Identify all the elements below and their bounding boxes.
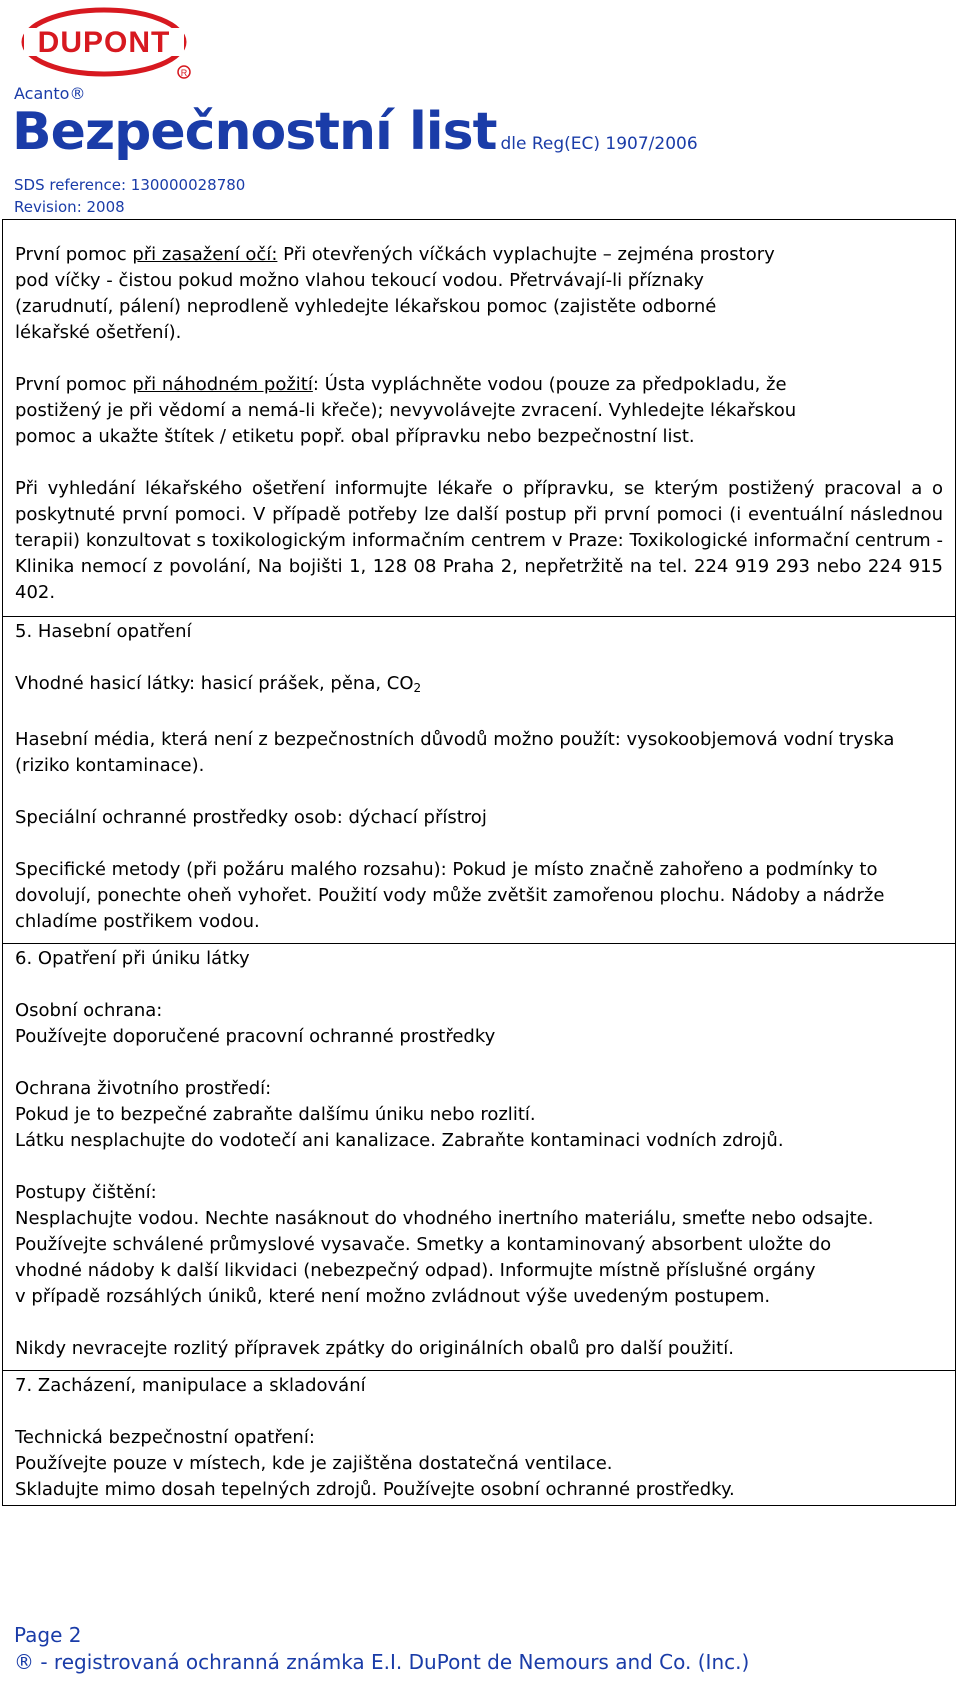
protective-equipment: Speciální ochranné prostředky osob: dýchací přístroj [15,807,487,828]
section5-heading: 5. Hasební opatření [15,621,192,642]
env-line-2: Látku nesplachujte do vodotečí ani kanalizace. Zabraňte kontaminaci vodních zdrojů. [15,1130,784,1151]
first-aid-doctor: Při vyhledání lékařského ošetření informujte lékaře o přípravku, se kterým postižený pracoval a o poskytnuté první pomoci. V případě potřeby lze další postup při první pomoci (i eventuální následnou terapii) konzultovat s toxikologickým informačním centrem v Praze: Toxikologické informační centrum - Klinika nemocí z povolání, Na bojišti 1, 128 08 Praha 2, nepřetržitě na tel. 224 919 293 nebo 224 915 402. [15,478,943,603]
dupont-logo [18,6,194,80]
title-text: Bezpečnostní list [12,102,497,162]
personal-text: Používejte doporučené pracovní ochranné prostředky [15,1026,496,1047]
cleanup-line-2: Používejte schválené průmyslové vysavače. Smetky a kontaminovaný absorbent uložte do [15,1234,832,1255]
link-ingestion: při náhodném požití [132,374,313,395]
product-name: Acanto® [14,84,86,103]
page-number: Page 2 [14,1623,82,1647]
no-return-text: Nikdy nevracejte rozlitý přípravek zpátky do originálních obalů pro další použití. [15,1338,734,1359]
section7-heading: 7. Zacházení, manipulace a skladování [15,1375,366,1396]
extinguishing-media: Vhodné hasicí látky: hasicí prášek, pěna, $CO_2$ [15,673,422,695]
logo-text: DUPONT [37,26,171,59]
env-line-1: Pokud je to bezpečné zabraňte dalšímu úniku nebo rozlití. [15,1104,536,1125]
section-firefighting [3,617,955,944]
env-label: Ochrana životního prostředí: [15,1078,272,1099]
content-table [2,219,956,1506]
section6-heading: 6. Opatření při úniku látky [15,948,250,969]
tech-label: Technická bezpečnostní opatření: [15,1427,315,1448]
sds-reference: SDS reference: 130000028780 [14,176,246,194]
section-accidental-release [3,944,955,1371]
first-aid-ingestion: První pomoc při náhodném požití: Ústa vypláchněte vodou (pouze za předpokladu, že postižený je při vědomí a nemá-li křeče); nevyvolávejte zvracení. Vyhledejte lékařskou pomoc a ukažte štítek / etiketu popř. obal přípravku nebo bezpečnostní list. [15,374,797,447]
cleanup-line-3: vhodné nádoby k další likvidaci (nebezpečný odpad). Informujte místně příslušné orgány [15,1260,816,1281]
tech-line-1: Používejte pouze v místech, kde je zajištěna dostatečná ventilace. [15,1453,613,1474]
link-eyes: při zasažení očí: [132,244,278,265]
trademark-notice: ® - registrovaná ochranná známka E.I. DuPont de Nemours and Co. (Inc.) [14,1650,750,1674]
unsuitable-media: Hasební média, která není z bezpečnostních důvodů možno použít: vysokoobjemová vodní tryska (riziko kontaminace). [15,729,895,776]
regulation-text: dle Reg(EC) 1907/2006 [500,134,698,154]
cleanup-line-1: Nesplachujte vodou. Nechte nasáknout do vhodného inertního materiálu, smeťte nebo odsajte. [15,1208,874,1229]
section-handling-storage [3,1371,955,1505]
cleanup-line-4: v případě rozsáhlých úniků, které není možno zvládnout výše uvedeným postupem. [15,1286,771,1307]
first-aid-eyes: První pomoc při zasažení očí: Při otevřených víčkách vyplachujte – zejména prostory pod víčky - čistou pokud možno vlahou tekoucí vodou. Přetrvávají-li příznaky (zarudnutí, pálení) neprodleně vyhledejte lékařskou pomoc (zajistěte odborné lékařské ošetření). [15,244,775,343]
revision: Revision: 2008 [14,198,125,216]
document-title [12,102,698,162]
cleanup-label: Postupy čištění: [15,1182,157,1203]
svg-text:R: R [180,68,188,78]
tech-line-2: Skladujte mimo dosah tepelných zdrojů. Používejte osobní ochranné prostředky. [15,1479,735,1500]
personal-label: Osobní ochrana: [15,1000,163,1021]
section-first-aid [3,220,955,617]
specific-methods: Specifické metody (při požáru malého rozsahu): Pokud je místo značně zahořeno a podmínky to dovolují, ponechte oheň vyhořet. Použití vody může zvětšit zamořenou plochu. Nádoby a nádrže chladíme postřikem vodou. [15,859,885,932]
